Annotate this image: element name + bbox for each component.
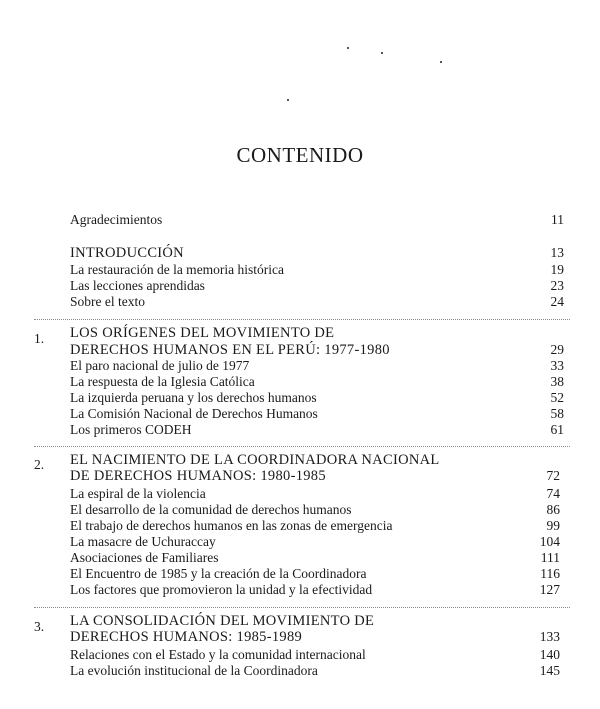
toc-entry-text: La restauración de la memoria histórica bbox=[70, 262, 285, 277]
toc-entry-text: La masacre de Uchuraccay bbox=[70, 534, 216, 549]
toc-heading-text: LA CONSOLIDACIÓN DEL MOVIMIENTO DE bbox=[70, 613, 375, 629]
toc-entry bbox=[0, 278, 600, 294]
toc-entry-page: 13 bbox=[550, 245, 564, 260]
toc-entry bbox=[0, 663, 600, 679]
toc-chapter-heading bbox=[0, 468, 600, 484]
toc-entry-text: La Comisión Nacional de Derechos Humanos bbox=[70, 406, 318, 421]
scan-speck bbox=[381, 52, 383, 54]
toc-entry bbox=[0, 534, 600, 550]
toc-entry-page: 72 bbox=[546, 468, 560, 483]
toc-section-heading-introduction bbox=[0, 245, 600, 261]
toc-entry-text: El Encuentro de 1985 y la creación de la Coordinadora bbox=[70, 566, 367, 581]
scan-speck bbox=[440, 61, 442, 63]
chapter-number: 1. bbox=[34, 331, 45, 346]
toc-entry-text: La respuesta de la Iglesia Católica bbox=[70, 374, 255, 389]
toc-entry-acknowledgements bbox=[0, 212, 600, 228]
toc-entry-page: 145 bbox=[539, 663, 560, 678]
section-divider bbox=[34, 446, 570, 447]
toc-entry-text: El paro nacional de julio de 1977 bbox=[70, 358, 250, 373]
toc-entry-text: Sobre el texto bbox=[70, 294, 145, 309]
toc-entry-text: La espiral de la violencia bbox=[70, 486, 206, 501]
toc-entry bbox=[0, 486, 600, 502]
toc-heading-text: DERECHOS HUMANOS: 1985-1989 bbox=[70, 629, 303, 645]
toc-entry-page: 111 bbox=[540, 550, 560, 565]
toc-entry bbox=[0, 518, 600, 534]
toc-entry bbox=[0, 262, 600, 278]
scan-speck bbox=[347, 47, 349, 49]
toc-entry-page: 52 bbox=[550, 390, 564, 405]
toc-heading-text: DE DERECHOS HUMANOS: 1980-1985 bbox=[70, 468, 326, 484]
toc-chapter-heading bbox=[0, 325, 600, 341]
toc-entry-page: 24 bbox=[550, 294, 564, 309]
toc-entry bbox=[0, 390, 600, 406]
toc-entry-text: Asociaciones de Familiares bbox=[70, 550, 219, 565]
toc-chapter-heading bbox=[0, 613, 600, 629]
chapter-number: 3. bbox=[34, 619, 45, 634]
toc-heading-text: LOS ORÍGENES DEL MOVIMIENTO DE bbox=[70, 325, 335, 341]
toc-chapter-heading bbox=[0, 629, 600, 645]
toc-entry bbox=[0, 582, 600, 598]
toc-entry-page: 58 bbox=[550, 406, 564, 421]
toc-entry-text: El desarrollo de la comunidad de derechos humanos bbox=[70, 502, 352, 517]
toc-entry-page: 33 bbox=[550, 358, 564, 373]
toc-entry-page: 104 bbox=[539, 534, 560, 549]
toc-entry-text: La evolución institucional de la Coordinadora bbox=[70, 663, 318, 678]
toc-entry bbox=[0, 422, 600, 438]
toc-heading-text: EL NACIMIENTO DE LA COORDINADORA NACIONAL bbox=[70, 452, 440, 468]
scan-speck bbox=[287, 99, 289, 101]
toc-entry-page: 38 bbox=[550, 374, 564, 389]
toc-entry-page: 116 bbox=[540, 566, 560, 581]
chapter-number: 2. bbox=[34, 457, 45, 472]
scan-specks bbox=[0, 0, 600, 120]
toc-entry-text: Los factores que promovieron la unidad y la efectividad bbox=[70, 582, 373, 597]
toc-entry-text: La izquierda peruana y los derechos humanos bbox=[70, 390, 317, 405]
toc-entry bbox=[0, 566, 600, 582]
toc-entry-page: 11 bbox=[551, 212, 564, 227]
toc-entry-text: Agradecimientos bbox=[70, 212, 163, 227]
section-divider bbox=[34, 319, 570, 320]
toc-entry-page: 29 bbox=[550, 342, 564, 357]
page-title: CONTENIDO bbox=[236, 143, 364, 167]
toc-entry bbox=[0, 358, 600, 374]
toc-entry-page: 140 bbox=[539, 647, 560, 662]
toc-entry bbox=[0, 406, 600, 422]
toc-entry bbox=[0, 294, 600, 310]
toc-chapter-heading bbox=[0, 342, 600, 358]
toc-entry-text: Las lecciones aprendidas bbox=[70, 278, 205, 293]
toc-entry-page: 19 bbox=[550, 262, 564, 277]
toc-entry-page: 86 bbox=[546, 502, 560, 517]
toc-entry-page: 133 bbox=[539, 629, 560, 644]
toc-entry-text: Los primeros CODEH bbox=[70, 422, 192, 437]
toc-entry bbox=[0, 374, 600, 390]
toc-entry-page: 127 bbox=[539, 582, 560, 597]
toc-entry-text: El trabajo de derechos humanos en las zonas de emergencia bbox=[70, 518, 393, 533]
toc-entry-page: 61 bbox=[550, 422, 564, 437]
section-divider bbox=[34, 607, 570, 608]
toc-entry bbox=[0, 502, 600, 518]
toc-heading-text: INTRODUCCIÓN bbox=[70, 245, 184, 261]
toc-entry bbox=[0, 647, 600, 663]
toc-entry-text: Relaciones con el Estado y la comunidad internacional bbox=[70, 647, 366, 662]
toc-entry bbox=[0, 550, 600, 566]
toc-entry-page: 99 bbox=[546, 518, 560, 533]
toc-chapter-heading bbox=[0, 452, 600, 468]
toc-entry-page: 23 bbox=[550, 278, 564, 293]
toc-entry-page: 74 bbox=[546, 486, 560, 501]
toc-heading-text: DERECHOS HUMANOS EN EL PERÚ: 1977-1980 bbox=[70, 342, 390, 358]
